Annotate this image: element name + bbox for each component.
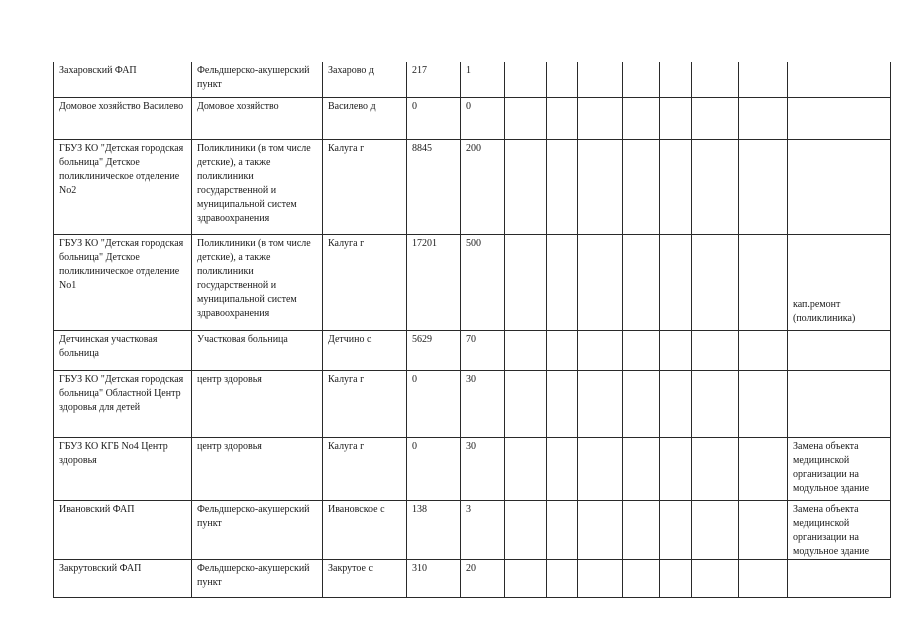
note-cell (788, 559, 891, 597)
empty-cell (692, 370, 739, 437)
facility-name-cell (54, 437, 192, 500)
settlement: Калуга г (328, 440, 365, 452)
empty-cell (739, 139, 788, 234)
empty-cell (505, 370, 547, 437)
settlement: Детчино с (328, 333, 372, 345)
empty-cell (578, 437, 623, 500)
facility-type: центр здоровья (197, 373, 262, 385)
empty-cell (739, 370, 788, 437)
facility-type-cell (192, 234, 323, 330)
facility-name: ГБУЗ КО "Детская городская больница" Областной Центр здоровья для детей (59, 373, 184, 413)
facility-name: ГБУЗ КО КГБ No4 Центр здоровья (59, 440, 168, 466)
facilities-table (53, 62, 891, 598)
empty-cell (547, 437, 578, 500)
value1-cell (407, 559, 461, 597)
empty-cell (623, 139, 660, 234)
facility-name: Домовое хозяйство Василево (59, 100, 184, 112)
facility-name-cell (54, 370, 192, 437)
empty-cell (739, 330, 788, 370)
value-1: 0 (412, 373, 417, 385)
value-1: 17201 (412, 237, 437, 249)
facility-name-cell (54, 559, 192, 597)
facility-name-cell (54, 234, 192, 330)
value2-cell (461, 97, 505, 139)
empty-cell (660, 139, 692, 234)
value-2: 20 (466, 562, 476, 574)
empty-cell (505, 62, 547, 97)
empty-cell (547, 62, 578, 97)
settlement: Захарово д (328, 65, 374, 76)
value1-cell (407, 370, 461, 437)
empty-cell (547, 500, 578, 559)
facility-name-cell (54, 62, 192, 97)
note-cell (788, 500, 891, 559)
settlement-cell (323, 234, 407, 330)
value2-cell (461, 370, 505, 437)
facility-type: Фельдшерско-акушерский пункт (197, 65, 310, 90)
value-2: 500 (466, 237, 481, 249)
note-cell (788, 62, 891, 97)
settlement-cell (323, 97, 407, 139)
empty-cell (547, 97, 578, 139)
facility-type-cell (192, 500, 323, 559)
empty-cell (578, 234, 623, 330)
table-row (54, 97, 891, 139)
value2-cell (461, 500, 505, 559)
value2-cell (461, 330, 505, 370)
facility-name-cell (54, 330, 192, 370)
empty-cell (505, 97, 547, 139)
empty-cell (547, 559, 578, 597)
empty-cell (739, 500, 788, 559)
empty-cell (578, 370, 623, 437)
facility-type: Поликлиники (в том числе детские), а также поликлиники государственной и муниципальной систем здравоохранения (197, 237, 311, 319)
value-1: 8845 (412, 142, 432, 154)
empty-cell (692, 330, 739, 370)
note-cell (788, 234, 891, 330)
empty-cell (623, 330, 660, 370)
value2-cell (461, 62, 505, 97)
empty-cell (623, 62, 660, 97)
note-cell (788, 330, 891, 370)
empty-cell (505, 500, 547, 559)
settlement: Калуга г (328, 373, 365, 385)
value-2: 200 (466, 142, 481, 154)
value1-cell (407, 234, 461, 330)
facility-name-cell (54, 139, 192, 234)
empty-cell (547, 139, 578, 234)
empty-cell (623, 500, 660, 559)
facility-name: Закрутовский ФАП (59, 562, 142, 574)
table-row (54, 234, 891, 330)
value-2: 70 (466, 333, 476, 345)
settlement: Закрутое с (328, 562, 373, 574)
empty-cell (660, 437, 692, 500)
value-1: 0 (412, 100, 417, 112)
settlement-cell (323, 500, 407, 559)
value-2: 3 (466, 503, 471, 515)
empty-cell (739, 62, 788, 97)
empty-cell (578, 500, 623, 559)
empty-cell (505, 559, 547, 597)
empty-cell (505, 234, 547, 330)
table-row (54, 370, 891, 437)
empty-cell (578, 97, 623, 139)
empty-cell (578, 330, 623, 370)
empty-cell (623, 234, 660, 330)
value-2: 30 (466, 373, 476, 385)
empty-cell (692, 62, 739, 97)
value2-cell (461, 559, 505, 597)
facility-type: Фельдшерско-акушерский пункт (197, 562, 310, 588)
settlement-cell (323, 559, 407, 597)
note-cell (788, 97, 891, 139)
table-row (54, 330, 891, 370)
value-1: 5629 (412, 333, 432, 345)
empty-cell (660, 559, 692, 597)
value-2: 1 (466, 65, 471, 76)
settlement-cell (323, 139, 407, 234)
empty-cell (660, 370, 692, 437)
empty-cell (623, 559, 660, 597)
facility-name: Захаровский ФАП (59, 65, 137, 76)
facility-type: Домовое хозяйство (197, 100, 279, 112)
note: кап.ремонт (поликлиника) (793, 298, 856, 324)
empty-cell (692, 437, 739, 500)
value-2: 0 (466, 100, 471, 112)
empty-cell (623, 97, 660, 139)
facility-type-cell (192, 370, 323, 437)
value-1: 217 (412, 65, 427, 76)
value-2: 30 (466, 440, 476, 452)
empty-cell (547, 234, 578, 330)
empty-cell (692, 559, 739, 597)
note-cell (788, 139, 891, 234)
empty-cell (578, 559, 623, 597)
empty-cell (547, 330, 578, 370)
table-row (54, 62, 891, 97)
empty-cell (660, 500, 692, 559)
empty-cell (578, 139, 623, 234)
empty-cell (660, 234, 692, 330)
empty-cell (739, 97, 788, 139)
note: Замена объекта медицинской организации на модульное здание (793, 503, 870, 557)
value1-cell (407, 330, 461, 370)
empty-cell (739, 234, 788, 330)
empty-cell (505, 139, 547, 234)
note: Замена объекта медицинской организации на модульное здание (793, 440, 870, 494)
facility-name-cell (54, 500, 192, 559)
empty-cell (692, 234, 739, 330)
settlement: Василево д (328, 100, 376, 112)
empty-cell (623, 437, 660, 500)
facility-name-cell (54, 97, 192, 139)
empty-cell (660, 97, 692, 139)
empty-cell (660, 330, 692, 370)
facility-type: Фельдшерско-акушерский пункт (197, 503, 310, 529)
value-1: 138 (412, 503, 427, 515)
value2-cell (461, 234, 505, 330)
settlement-cell (323, 62, 407, 97)
facility-type: центр здоровья (197, 440, 262, 452)
value1-cell (407, 437, 461, 500)
facility-type-cell (192, 330, 323, 370)
value-1: 0 (412, 440, 417, 452)
table-row (54, 139, 891, 234)
empty-cell (692, 97, 739, 139)
facility-type-cell (192, 559, 323, 597)
table-row (54, 500, 891, 559)
value2-cell (461, 437, 505, 500)
settlement-cell (323, 330, 407, 370)
empty-cell (739, 437, 788, 500)
value1-cell (407, 97, 461, 139)
table-row (54, 437, 891, 500)
empty-cell (623, 370, 660, 437)
facility-name: ГБУЗ КО "Детская городская больница" Детское поликлиническое отделение No2 (59, 142, 184, 196)
facility-type: Участковая больница (197, 333, 288, 345)
facility-type-cell (192, 62, 323, 97)
facility-type-cell (192, 437, 323, 500)
value1-cell (407, 62, 461, 97)
empty-cell (660, 62, 692, 97)
value1-cell (407, 500, 461, 559)
table-row (54, 559, 891, 597)
facility-type-cell (192, 139, 323, 234)
settlement-cell (323, 437, 407, 500)
note-cell (788, 370, 891, 437)
empty-cell (692, 139, 739, 234)
empty-cell (547, 370, 578, 437)
settlement: Ивановское с (328, 503, 385, 515)
value1-cell (407, 139, 461, 234)
settlement-cell (323, 370, 407, 437)
empty-cell (578, 62, 623, 97)
note-cell (788, 437, 891, 500)
settlement: Калуга г (328, 237, 365, 249)
value2-cell (461, 139, 505, 234)
value-1: 310 (412, 562, 427, 574)
empty-cell (505, 437, 547, 500)
facility-name: ГБУЗ КО "Детская городская больница" Детское поликлиническое отделение No1 (59, 237, 184, 291)
empty-cell (505, 330, 547, 370)
facility-type: Поликлиники (в том числе детские), а также поликлиники государственной и муниципальной систем здравоохранения (197, 142, 311, 224)
empty-cell (692, 500, 739, 559)
facility-name: Детчинская участковая больница (59, 333, 158, 359)
facility-type-cell (192, 97, 323, 139)
empty-cell (739, 559, 788, 597)
facility-name: Ивановский ФАП (59, 503, 135, 515)
settlement: Калуга г (328, 142, 365, 154)
